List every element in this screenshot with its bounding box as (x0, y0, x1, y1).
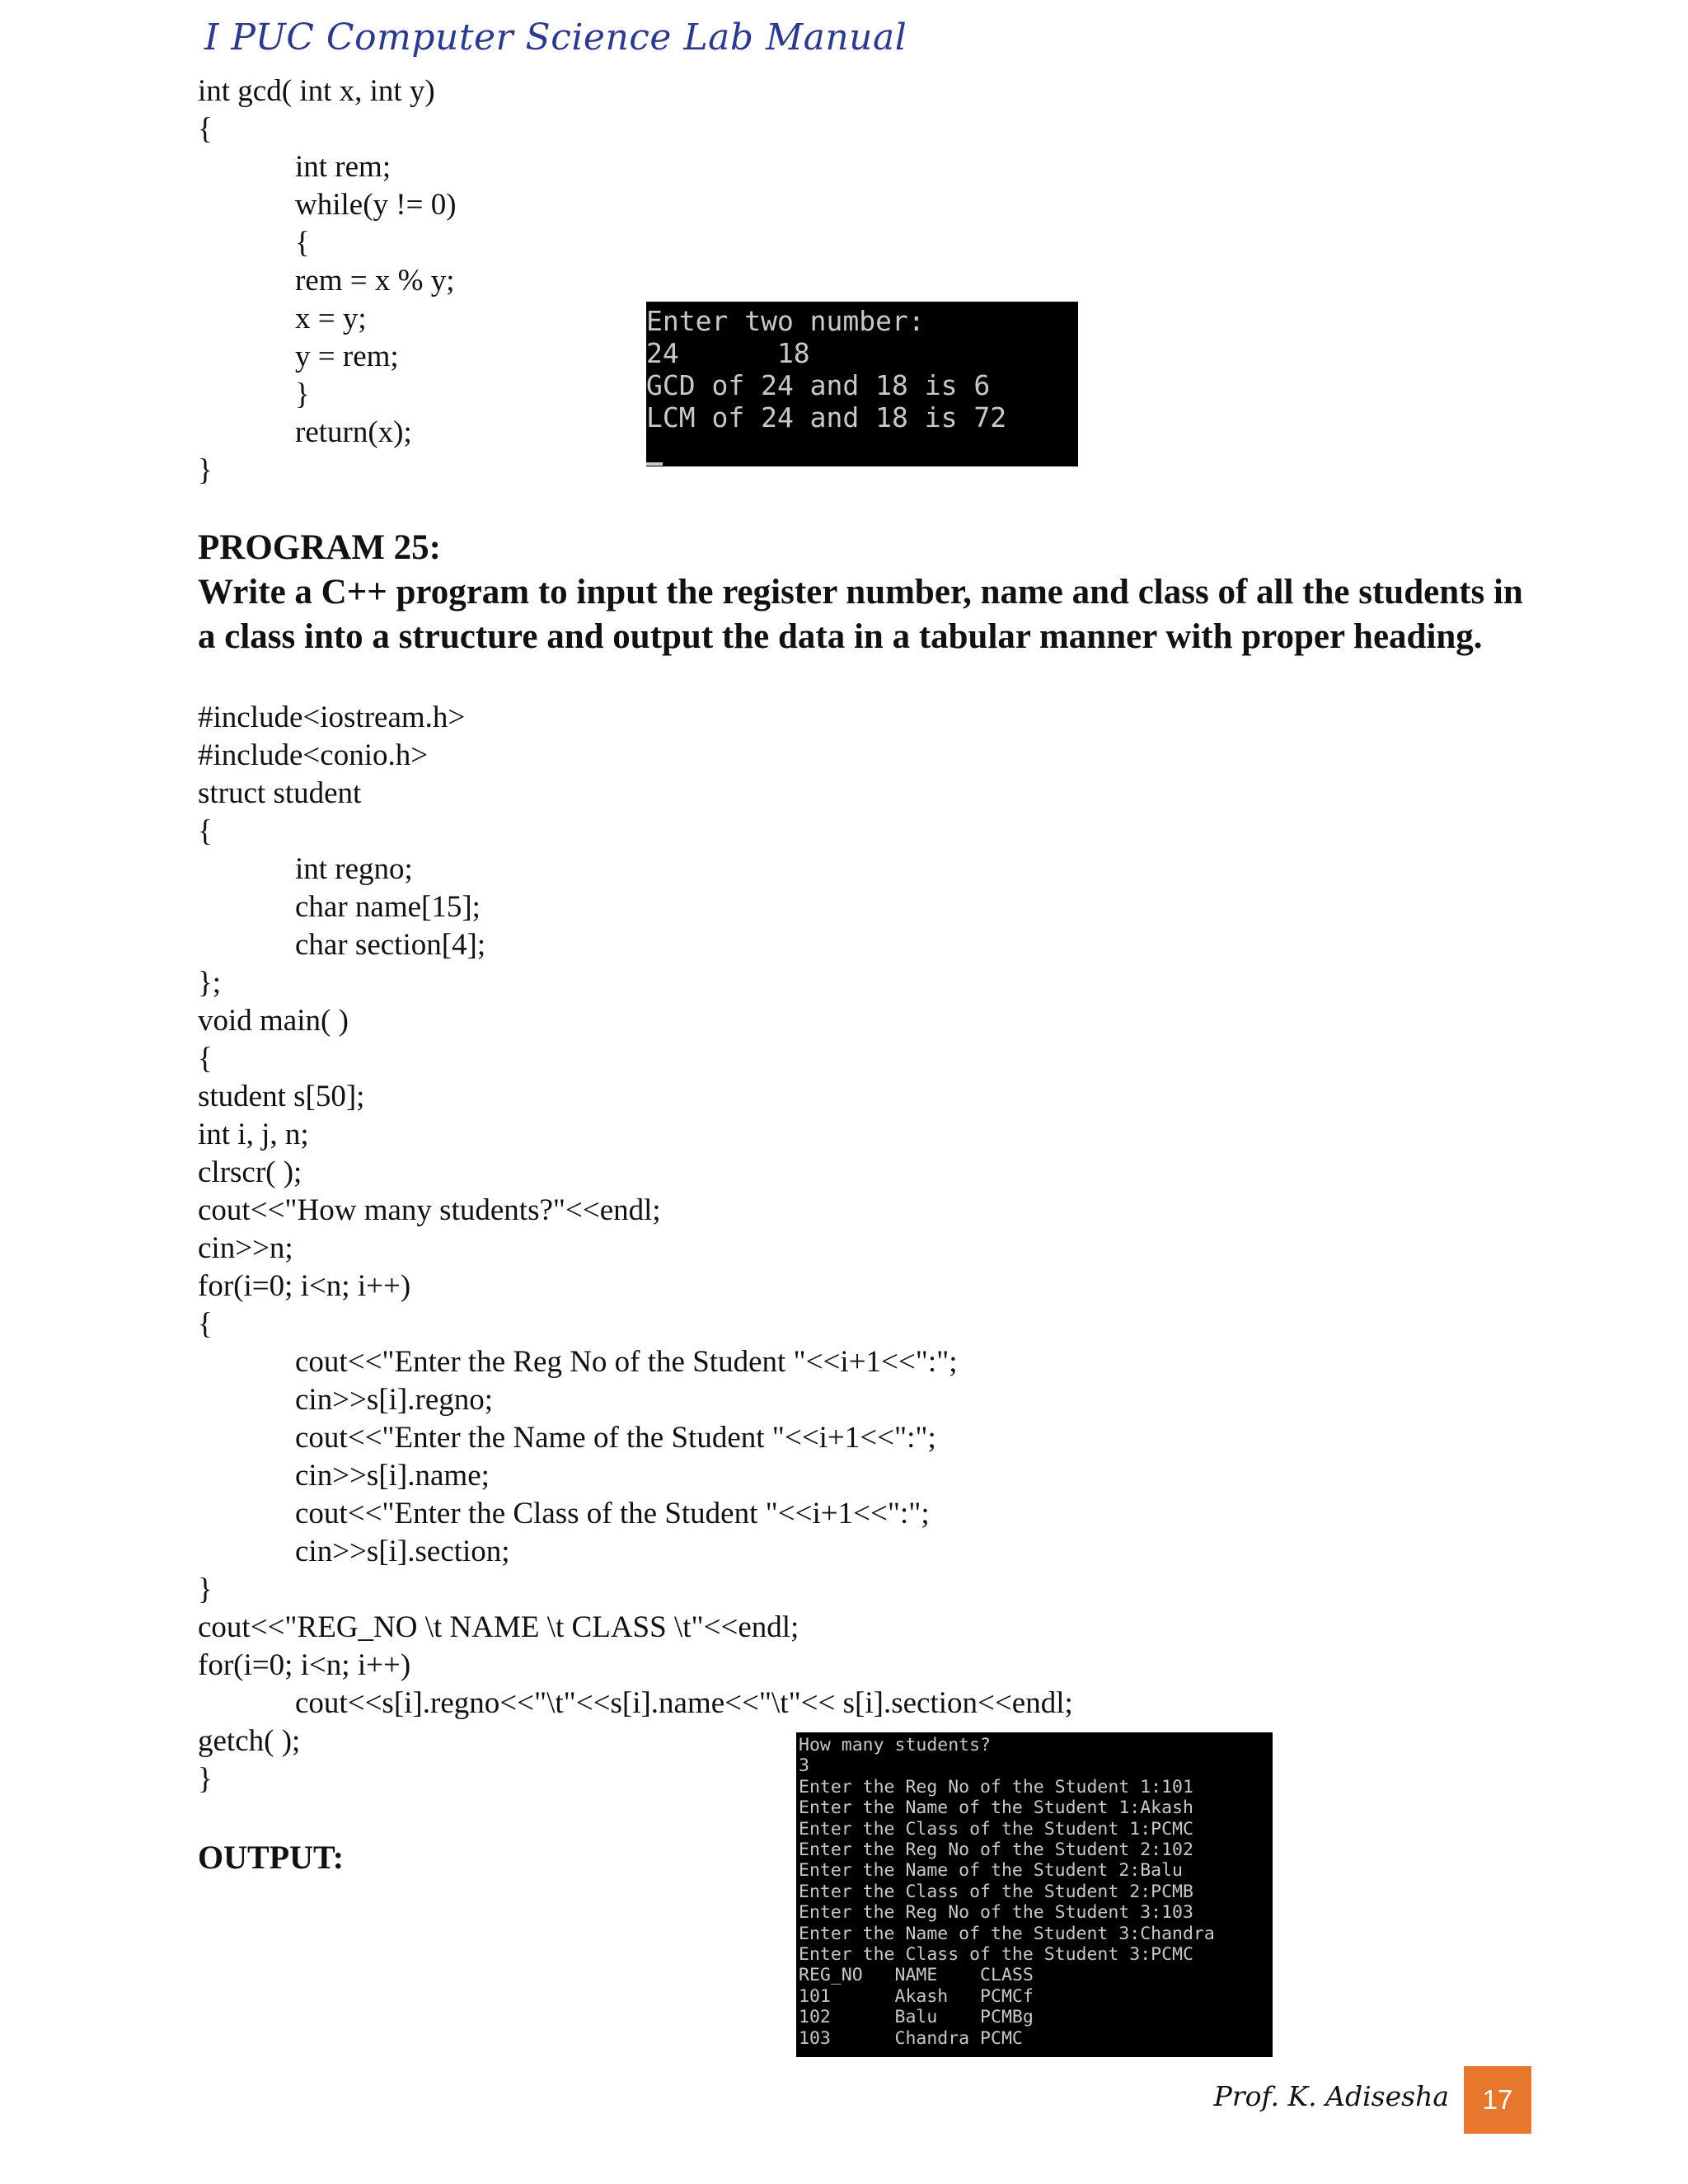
console-line: 102 Balu PCMBg (799, 2007, 1034, 2028)
code-line: cout<<"Enter the Reg No of the Student "<<i+1<<":"; (295, 1345, 958, 1379)
code-line: #include<iostream.h> (198, 701, 466, 734)
console-line: Enter the Class of the Student 3:PCMC (799, 1944, 1193, 1966)
code-line: void main( ) (198, 1004, 349, 1038)
code-line: while(y != 0) (295, 188, 457, 222)
code-line: { (198, 814, 213, 848)
footer-author: Prof. K. Adisesha (1213, 2080, 1449, 2112)
code-line: { (198, 1042, 213, 1076)
console-line: Enter the Class of the Student 1:PCMC (799, 1818, 1193, 1840)
program-description: Write a C++ program to input the register number, name and class of all the students in a class into a structure and output the data in a tabular manner with proper heading. (198, 573, 1523, 656)
code-line: getch( ); (198, 1724, 301, 1758)
console-line: Enter the Name of the Student 1:Akash (799, 1797, 1193, 1819)
code-line: } (198, 1762, 213, 1796)
code-line: cin>>s[i].section; (295, 1535, 510, 1568)
console-line: How many students? (799, 1735, 991, 1755)
console-line: 3 (799, 1755, 809, 1777)
student-console-output (796, 1732, 1273, 2057)
gcd-console-output (646, 302, 1078, 466)
manual-header-title: I PUC Computer Science Lab Manual (204, 16, 907, 59)
code-line: int i, j, n; (198, 1118, 309, 1151)
console-line: 24 18 (646, 337, 810, 369)
code-line: cout<<s[i].regno<<"\t"<<s[i].name<<"\t"<< s[i].section<<endl; (295, 1686, 1073, 1720)
code-line: { (198, 112, 213, 146)
code-line: for(i=0; i<n; i++) (198, 1648, 411, 1682)
page-number-badge: 17 (1464, 2066, 1531, 2134)
console-line: Enter the Reg No of the Student 3:103 (799, 1902, 1193, 1924)
console-line: Enter the Name of the Student 2:Balu (799, 1860, 1183, 1882)
code-line: { (198, 1307, 213, 1341)
code-line: } (198, 1572, 213, 1606)
code-line: y = rem; (295, 340, 399, 373)
code-line: int regno; (295, 852, 413, 886)
code-line: rem = x % y; (295, 264, 455, 298)
console-line: 103 Chandra PCMC (799, 2027, 1023, 2049)
console-line: 101 Akash PCMCf (799, 1985, 1034, 2007)
code-line: for(i=0; i<n; i++) (198, 1269, 411, 1303)
code-line: cout<<"Enter the Name of the Student "<<i+1<<":"; (295, 1421, 936, 1455)
code-line: cout<<"Enter the Class of the Student "<<i+1<<":"; (295, 1497, 930, 1530)
code-line: } (198, 453, 213, 487)
console-line: Enter the Reg No of the Student 1:101 (799, 1776, 1193, 1797)
code-line: x = y; (295, 302, 367, 335)
code-line: return(x); (295, 415, 412, 449)
code-line: cout<<"How many students?"<<endl; (198, 1193, 661, 1227)
program-title: PROGRAM 25: (198, 528, 441, 567)
code-line: clrscr( ); (198, 1155, 302, 1189)
code-line: #include<conio.h> (198, 738, 429, 772)
code-line: int rem; (295, 150, 392, 184)
console-line: Enter the Reg No of the Student 2:102 (799, 1840, 1193, 1861)
console-cursor (646, 462, 663, 466)
console-line: Enter the Class of the Student 2:PCMB (799, 1881, 1193, 1902)
gcd-function-code (198, 73, 457, 490)
code-line: student s[50]; (198, 1080, 365, 1113)
code-line: } (295, 377, 310, 411)
code-line: int gcd( int x, int y) (198, 74, 435, 108)
console-line: LCM of 24 and 18 is 72 (646, 401, 1007, 434)
code-line: struct student (198, 776, 362, 810)
console-line: REG_NO NAME CLASS (799, 1965, 1034, 1986)
program-heading (198, 526, 1550, 659)
code-line: { (295, 226, 310, 260)
code-line: cin>>s[i].name; (295, 1459, 490, 1493)
code-line: cout<<"REG_NO \t NAME \t CLASS \t"<<endl; (198, 1610, 799, 1644)
code-line: cin>>s[i].regno; (295, 1383, 494, 1417)
console-line: Enter two number: (646, 305, 925, 337)
output-label: OUTPUT: (198, 1839, 345, 1876)
console-line: GCD of 24 and 18 is 6 (646, 369, 991, 401)
code-line: char name[15]; (295, 890, 481, 924)
console-line: Enter the Name of the Student 3:Chandra (799, 1923, 1215, 1944)
code-line: }; (198, 966, 222, 1000)
code-line: char section[4]; (295, 928, 486, 962)
code-line: cin>>n; (198, 1231, 293, 1265)
student-program-code (198, 699, 1073, 1798)
